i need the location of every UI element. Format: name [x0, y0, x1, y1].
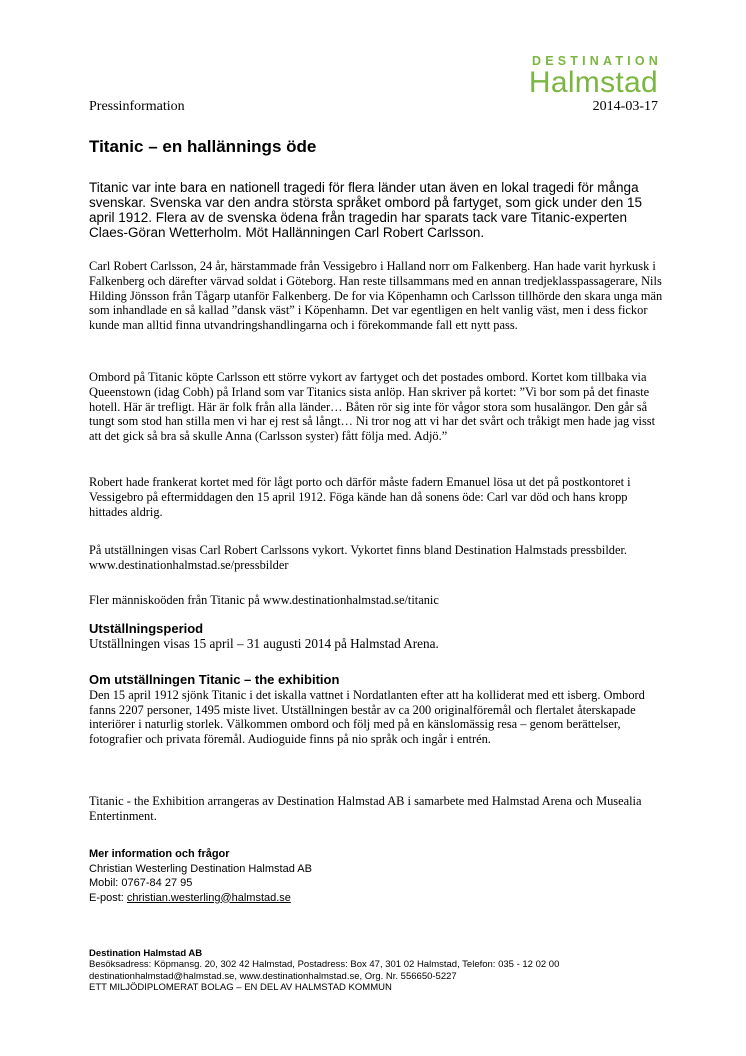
contact-email-row — [89, 891, 312, 906]
body-paragraph-2 — [89, 370, 664, 444]
period-heading: Utställningsperiod — [89, 621, 204, 636]
about-heading: Om utställningen Titanic – the exhibition — [89, 672, 340, 687]
period-text: Utställningen visas 15 april – 31 augusti 2014 på Halmstad Arena. — [89, 635, 439, 651]
page-footer — [89, 948, 559, 993]
body-paragraph-4 — [89, 543, 664, 573]
period-section — [89, 622, 664, 652]
footer-company: Destination Halmstad AB — [89, 948, 203, 959]
body-paragraph-1 — [89, 259, 664, 333]
contact-block — [89, 847, 312, 905]
body-paragraph-3 — [89, 475, 664, 519]
paragraph-text: Carl Robert Carlsson, 24 år, härstammade från Vessigebro i Halland norr om Falkenberg. Han hade varit hyrkusk i Falkenberg och därefter värvad soldat i Göteborg. Han reste tillsammans med en annan tredjeklasspassagerare, Nils Hilding Jönsson från Tågarp utanför Falkenberg. De for via Köpenhamn och Carlsson tillhörde den skara unga män som inhandlade en så kallad ”dansk väst” i Köpenhamn. Det var egentligen en helt vanlig väst, men i dess fickor kunde man alltid finna utvandringshandlingarna och i förekommande fall ett nytt pass. — [89, 259, 663, 333]
contact-email-link[interactable]: christian.westerling@halmstad.se — [126, 891, 291, 904]
paragraph-text: Titanic - the Exhibition arrangeras av Destination Halmstad AB i samarbete med Halmstad Arena och Musealia Entertinment. — [89, 794, 642, 823]
page-title: Titanic – en hallännings öde — [89, 137, 317, 156]
logo-main-text: Halmstad — [528, 66, 658, 99]
lead-paragraph: Titanic var inte bara en nationell tragedi för flera länder utan även en lokal tragedi för många svenskar. Svenska var den andra största språket ombord på fartyget, som gick under den 15 april 1912. Flera av de svenska ödena från tragedin har sparats tack vare Titanic-experten Claes-Göran Wetterholm. Möt Hallänningen Carl Robert Carlsson. — [89, 180, 643, 240]
contact-mobile: Mobil: 0767-84 27 95 — [89, 877, 193, 889]
destination-halmstad-logo — [500, 54, 662, 99]
document-date: 2014-03-17 — [592, 99, 658, 114]
contact-heading: Mer information och frågor — [89, 848, 230, 860]
paragraph-text: På utställningen visas Carl Robert Carlssons vykort. Vykortet finns bland Destination Halmstads pressbilder. www.destinationhalmstad.se/pressbilder — [89, 543, 628, 572]
footer-tagline: ETT MILJÖDIPLOMERAT BOLAG – EN DEL AV HALMSTAD KOMMUN — [89, 981, 392, 993]
about-text: Den 15 april 1912 sjönk Titanic i det iskalla vattnet i Nordatlanten efter att ha kolliderat med ett isberg. Ombord fanns 2207 personer, 1495 miste livet. Utställningen består av ca 200 originalföremål och flertalet återskapade interiörer i naturlig storlek. Välkommen ombord och följ med på en känslomässig resa – genom berättelser, fotografier och privata föremål. Audioguide finns på nio språk och ingår i entrén. — [89, 687, 645, 747]
paragraph-text: Fler människoöden från Titanic på www.destinationhalmstad.se/titanic — [89, 593, 439, 607]
paragraph-text: Ombord på Titanic köpte Carlsson ett större vykort av fartyget och det postades ombord. Kortet kom tillbaka via Queenstown (idag Cobh) på Irland som var Titanics sista anlöp. Han skriver på kortet: ”Vi bor som på det finaste hotell. Här är trefligt. Här är folk från alla länder… Båten rör sig inte för vågor stora som husalängor. Den går så tungt som stod han stilla men vi har ej rest så långt… Ni tror nog att vi har det svårt och tråkigt men hade jag visst att det gick så bra så skulle Anna (Carlsson syster) fått följa med. Adjö.” — [89, 370, 656, 444]
contact-name: Christian Westerling Destination Halmstad AB — [89, 862, 312, 875]
document-type-label: Pressinformation — [89, 99, 185, 114]
logo-top-text: DESTINATION — [532, 54, 662, 68]
paragraph-text: Robert hade frankerat kortet med för lågt porto och därför måste fadern Emanuel lösa ut det på postkontoret i Vessigebro på eftermiddagen den 15 april 1912. Föga kände han då sonens öde: Carl var död och hans kropp hittades aldrig. — [89, 475, 631, 519]
footer-address: Besöksadress: Köpmansg. 20, 302 42 Halmstad, Postadress: Box 47, 301 02 Halmstad, Telefon: 035 - 12 02 00 — [89, 959, 560, 971]
about-organizer — [89, 794, 664, 824]
body-paragraph-5 — [89, 593, 664, 608]
footer-contact: destinationhalmstad@halmstad.se, www.destinationhalmstad.se, Org. Nr. 556650-5227 — [89, 970, 457, 982]
contact-email-label: E-post: — [89, 891, 127, 904]
about-section — [89, 673, 664, 747]
